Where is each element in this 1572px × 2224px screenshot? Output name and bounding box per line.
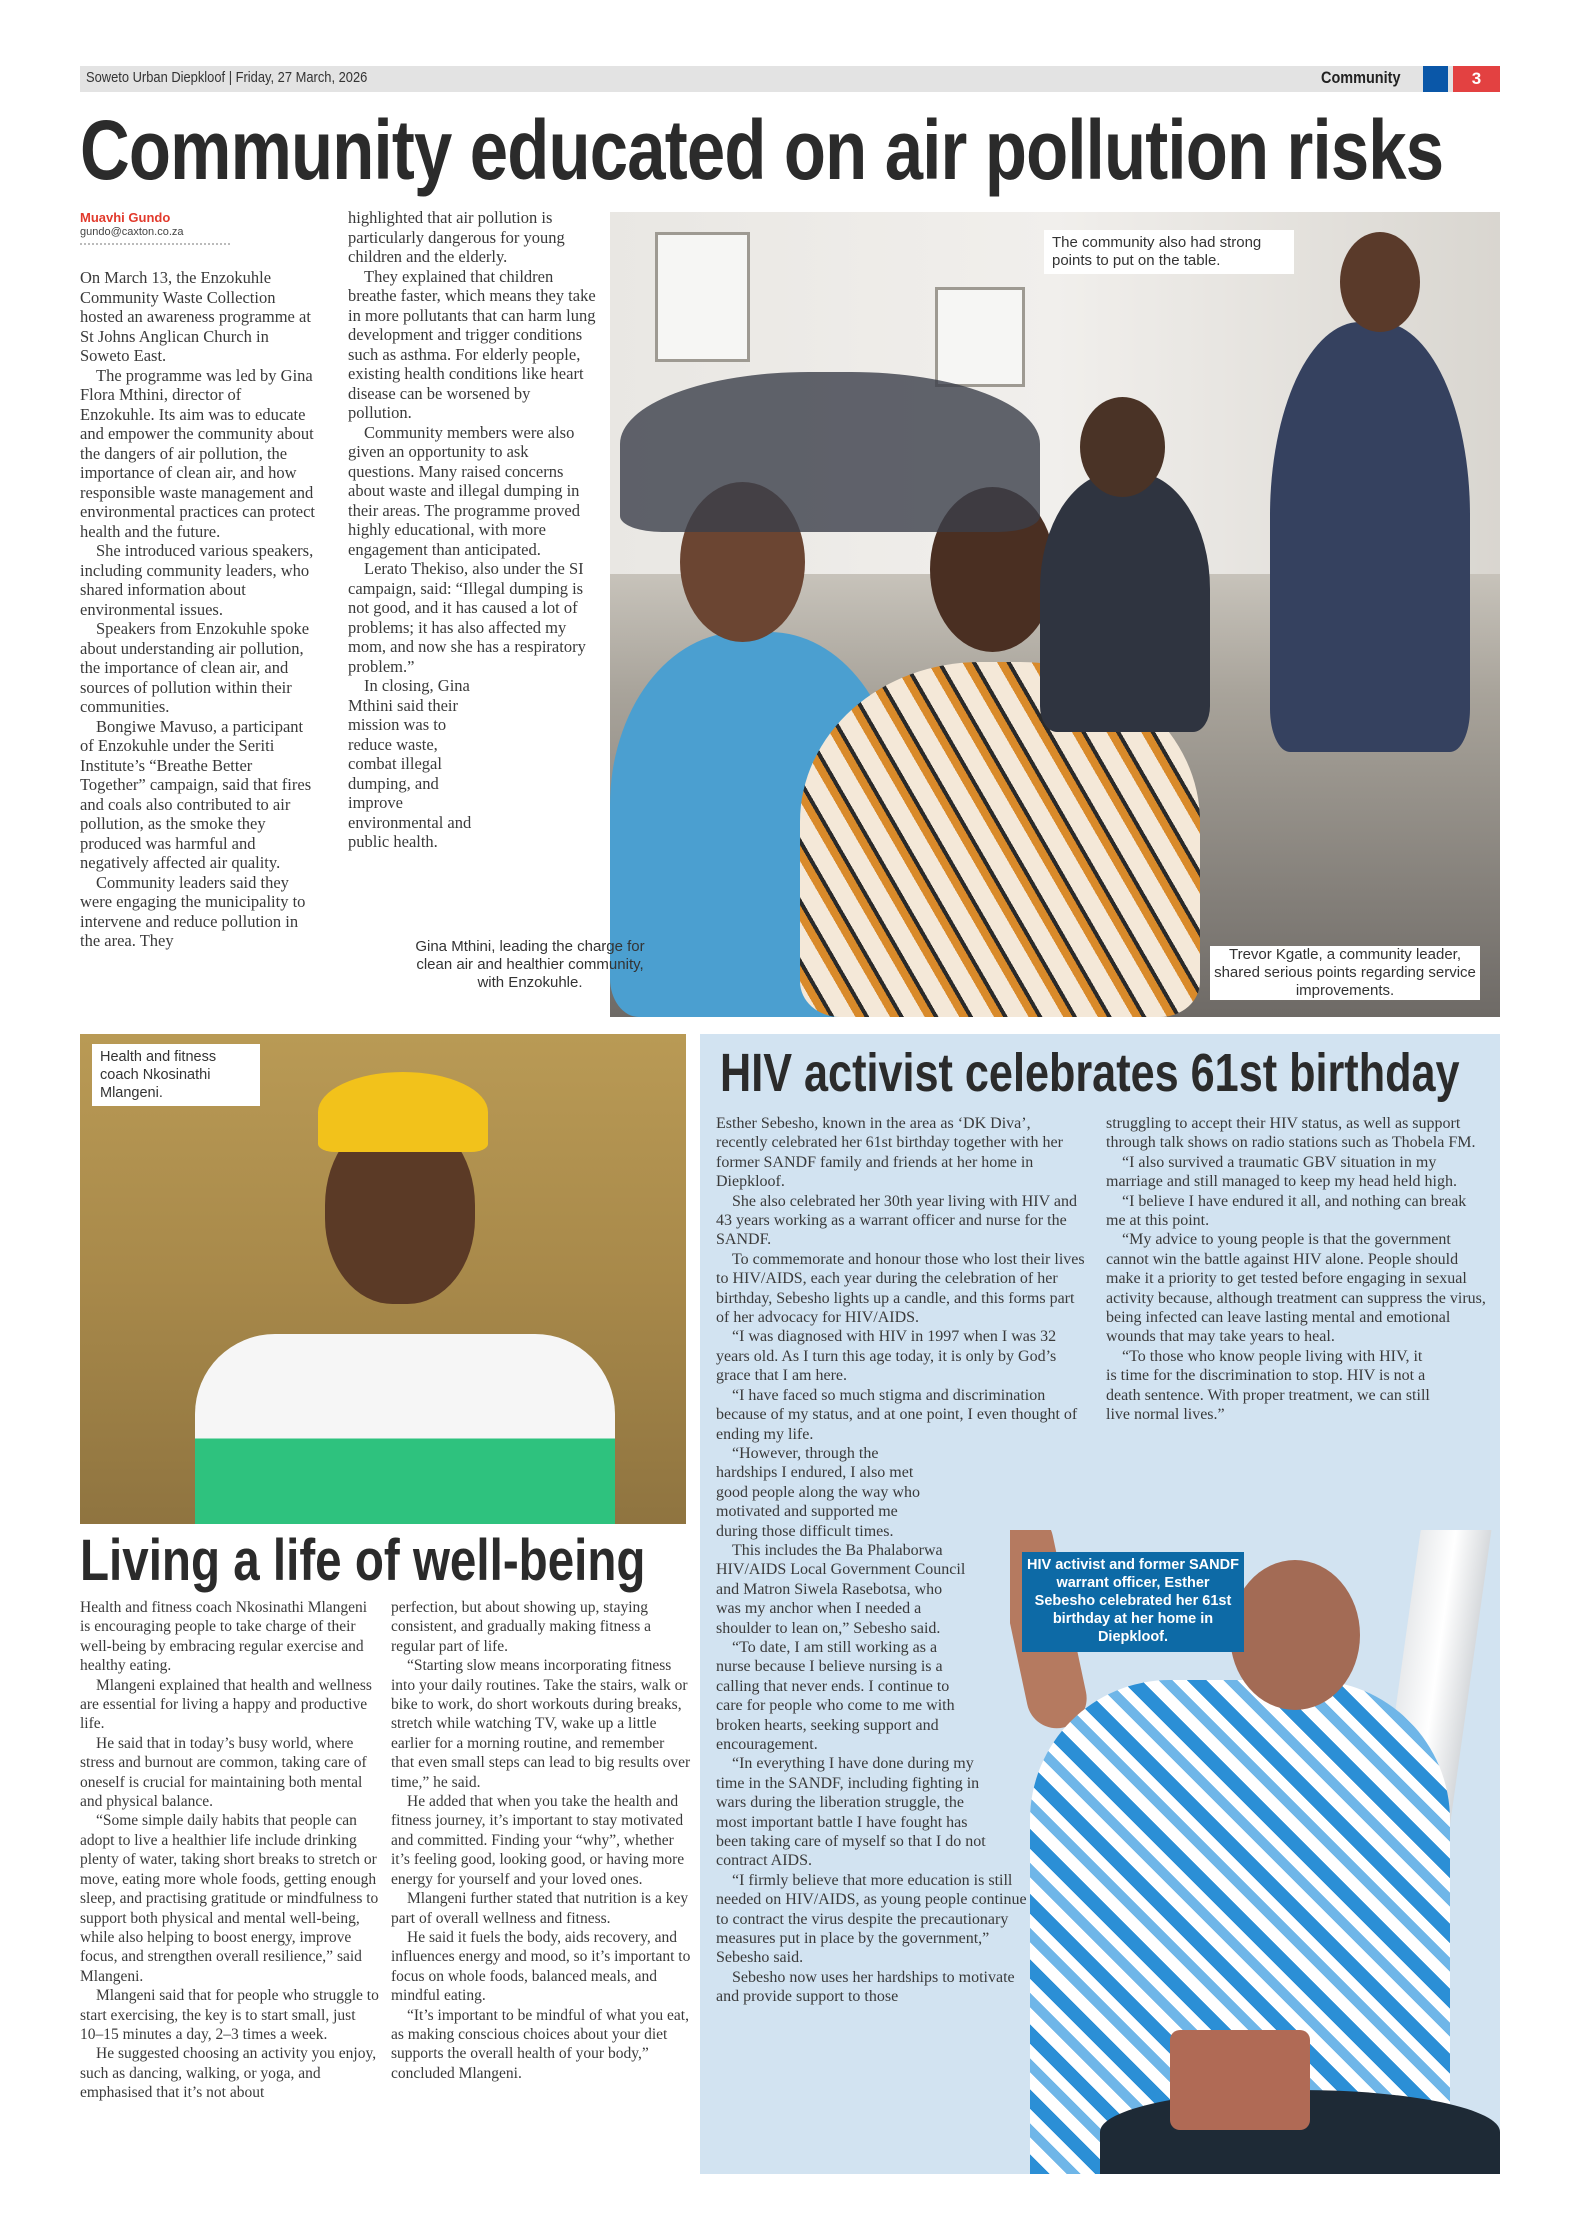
- paragraph: He suggested choosing an activity you enjoy, such as dancing, walking, or yoga, and emphasised that it’s not about: [80, 2045, 377, 2102]
- photo-shirt: [195, 1334, 615, 1524]
- paragraph: Mlangeni explained that health and wellness are essential for living a happy and productive life.: [80, 1676, 372, 1733]
- paragraph: “In everything I have done during my time in the SANDF, including fighting in wars during the liberation struggle, the most important battle I have fought has been taking care of myself so that I do not contract AIDS.: [716, 1755, 986, 1870]
- photo-window: [935, 287, 1025, 387]
- paragraph: She also celebrated her 30th year living with HIV and 43 years working as a warrant officer and nurse for the SANDF.: [716, 1192, 1077, 1249]
- paragraph: He said that in today’s busy world, where stress and burnout are common, taking care of oneself is crucial for maintaining both mental and physical balance.: [80, 1734, 367, 1811]
- paragraph: Lerato Thekiso, also under the SI campaign, said: “Illegal dumping is not good, and it has caused a lot of problems; it has also affected my mom, and now she has a respiratory problem.”: [348, 559, 586, 676]
- hiv-column-2: [1106, 1114, 1486, 1425]
- paragraph: “It’s important to be mindful of what you eat, as making conscious choices about your diet supports the overall health of your body,” concluded Mlangeni.: [391, 2006, 689, 2082]
- paragraph: Community leaders said they were engaging the municipality to intervene and reduce pollution in the area. They: [80, 872, 306, 950]
- photo-head: [1080, 397, 1165, 497]
- paragraph: In closing, Gina Mthini said their mission was to reduce waste, combat illegal dumping, and improve environmental and public health.: [348, 676, 472, 851]
- photo-caption-trevor: Trevor Kgatle, a community leader, shared serious points regarding service improvements.: [1210, 946, 1480, 1000]
- wellbeing-column-2: [391, 1598, 691, 2083]
- photo-caption-gina: Gina Mthini, leading the charge for clean air and healthier community, with Enzokuhle.: [415, 938, 645, 991]
- photo-audience: [620, 372, 1040, 532]
- air-pollution-column-1: [80, 268, 320, 951]
- paragraph: He added that when you take the health and fitness journey, it’s important to stay motivated and committed. Finding your “why”, whether it’s feeling good, looking good, or having more energy for yourself and your loved ones.: [391, 1793, 685, 1888]
- paragraph: perfection, but about showing up, staying consistent, and gradually making fitness a regular part of life.: [391, 1599, 651, 1655]
- byline-author: Muavhi Gundo: [80, 210, 171, 225]
- page-number: 3: [1453, 66, 1500, 92]
- paragraph: “I have faced so much stigma and discrimination because of my status, and at one point, I even thought of ending my life.: [716, 1386, 1078, 1443]
- paragraph: Mlangeni said that for people who struggle to start exercising, the key is to start small, just 10–15 minutes a day, 2–3 times a week.: [80, 1987, 379, 2043]
- paragraph: “Some simple daily habits that people can adopt to live a healthier life include drinking plenty of water, taking short breaks to stretch or move, eating more whole foods, getting enough sleep, and practising gratitude or mindfulness to support both physical and mental well-being, while also helping to boost energy, improve focus, and strengthen overall resilience,” said Mlangeni.: [80, 1812, 379, 1985]
- paragraph: They explained that children breathe faster, which means they take in more pollutants that can harm lung development and trigger conditions such as asthma. For elderly people, existing health conditions like heart disease can be worsened by pollution.: [348, 266, 596, 422]
- paragraph: On March 13, the Enzokuhle Community Waste Collection hosted an awareness programme at St Johns Anglican Church in Soweto East.: [80, 268, 311, 365]
- photo-face: [1230, 1560, 1360, 1710]
- paragraph: Health and fitness coach Nkosinathi Mlangeni is encouraging people to take charge of their well-being by embracing regular exercise and healthy eating.: [80, 1599, 368, 1675]
- paragraph: Esther Sebesho, known in the area as ‘DK Diva’, recently celebrated her 61st birthday together with her former SANDF family and friends at her home in Diepkloof.: [716, 1115, 1063, 1191]
- fitness-coach-photo: [80, 1034, 686, 1524]
- photo-head: [1340, 232, 1420, 332]
- paragraph: “To those who know people living with HIV, it is time for the discrimination to stop. HIV is not a death sentence. With proper treatment, we can still live normal lives.”: [1106, 1347, 1430, 1424]
- paragraph: Bongiwe Mavuso, a participant of Enzokuhle under the Seriti Institute’s “Breathe Better Together” campaign, said that fires and coals also contributed to air pollution, as the smoke they produced was harmful and negatively affected air quality.: [80, 716, 312, 872]
- air-pollution-column-2: [348, 208, 598, 852]
- community-meeting-photo: [610, 212, 1500, 1017]
- photo-birthday-cake: [1170, 2030, 1310, 2130]
- wellbeing-column-1: [80, 1598, 380, 2103]
- paragraph: She introduced various speakers, including community leaders, who shared information about environmental issues.: [80, 541, 314, 619]
- paragraph: “However, through the hardships I endured, I also met good people along the way who motivated and supported me during those difficult times.: [716, 1444, 920, 1540]
- photo-caption-coach: Health and fitness coach Nkosinathi Mlangeni.: [92, 1044, 260, 1106]
- byline-email[interactable]: gundo@caxton.co.za: [80, 226, 184, 238]
- paragraph: “To date, I am still working as a nurse because I believe nursing is a calling that never ends. I continue to care for people who come to me with broken hearts, seeking support and encouragement.: [716, 1638, 955, 1753]
- photo-person-seated: [1040, 472, 1210, 732]
- paragraph: struggling to accept their HIV status, as well as support through talk shows on radio stations such as Thobela FM.: [1106, 1115, 1476, 1152]
- page-header-bar: [80, 66, 1500, 92]
- paragraph: This includes the Ba Phalaborwa HIV/AIDS Local Government Council and Matron Siwela Rasebotsa, who was my anchor when I needed a shoulder to lean on,” Sebesho said.: [716, 1541, 966, 1637]
- photo-caption-esther: HIV activist and former SANDF warrant officer, Esther Sebesho celebrated her 61st birthday at her home in Diepkloof.: [1022, 1552, 1244, 1652]
- paragraph: He said it fuels the body, aids recovery, and influences energy and mood, so it’s important to focus on whole foods, balanced meals, and mindful eating.: [391, 1928, 691, 2005]
- article-headline-hiv: HIV activist celebrates 61st birthday: [720, 1043, 1460, 1103]
- paragraph: “I believe I have endured it all, and nothing can break me at this point.: [1106, 1192, 1467, 1230]
- article-headline-wellbeing: Living a life of well-being: [80, 1528, 646, 1593]
- paragraph: The programme was led by Gina Flora Mthini, director of Enzokuhle. Its aim was to educate and empower the community about the dangers of air pollution, the importance of clean air, and how responsible waste management and environmental practices can protect health and the future.: [80, 365, 316, 541]
- publication-dateline: Soweto Urban Diepkloof | Friday, 27 March, 2026: [86, 69, 368, 86]
- paragraph: “I was diagnosed with HIV in 1997 when I was 32 years old. As I turn this age today, it is only by God’s grace that I am here.: [716, 1328, 1057, 1385]
- byline-divider: [80, 243, 230, 245]
- photo-yellow-cap: [318, 1072, 488, 1152]
- paragraph: “Starting slow means incorporating fitness into your daily routines. Take the stairs, walk or bike to work, do short workouts during breaks, stretch while watching TV, wake up a little earlier for a morning routine, and remember that even small steps can lead to big results over time,” he said.: [391, 1657, 691, 1791]
- paragraph: Community members were also given an opportunity to ask questions. Many raised concerns about waste and illegal dumping in their areas. The programme proved highly educational, with more engagement than anticipated.: [348, 422, 580, 559]
- paragraph: Mlangeni further stated that nutrition is a key part of overall wellness and fitness.: [391, 1890, 689, 1927]
- article-headline-air-pollution: Community educated on air pollution risks: [80, 103, 1444, 197]
- photo-person-standing: [1270, 322, 1470, 752]
- paragraph: To commemorate and honour those who lost their lives to HIV/AIDS, each year during the celebration of her birthday, Sebesho lights up a candle, and this forms part of her advocacy for HIV/AIDS.: [716, 1250, 1085, 1327]
- paragraph: “I also survived a traumatic GBV situation in my marriage and still managed to keep my head held high.: [1106, 1153, 1457, 1191]
- paragraph: Sebesho now uses her hardships to motivate and provide support to those: [716, 1968, 1015, 2006]
- paragraph: highlighted that air pollution is particularly dangerous for young children and the elderly.: [348, 208, 565, 266]
- photo-caption-community: The community also had strong points to put on the table.: [1044, 230, 1294, 274]
- section-label: Community: [1320, 68, 1400, 87]
- paragraph: “I firmly believe that more education is still needed on HIV/AIDS, as young people continue to contract the virus despite the precautionary measures put in place by the government,” Sebesho said.: [716, 1871, 1027, 1967]
- paragraph: Speakers from Enzokuhle spoke about understanding air pollution, the importance of clean air, and sources of pollution within their communities.: [80, 619, 310, 716]
- paragraph: “My advice to young people is that the government cannot win the battle against HIV alone. People should make it a priority to get tested before engaging in sexual activity because, although treatment can suppress the virus, being infected can leave lasting mental and emotional wounds that may take years to heal.: [1106, 1231, 1486, 1346]
- section-color-block: [1423, 66, 1448, 92]
- photo-window: [655, 232, 750, 362]
